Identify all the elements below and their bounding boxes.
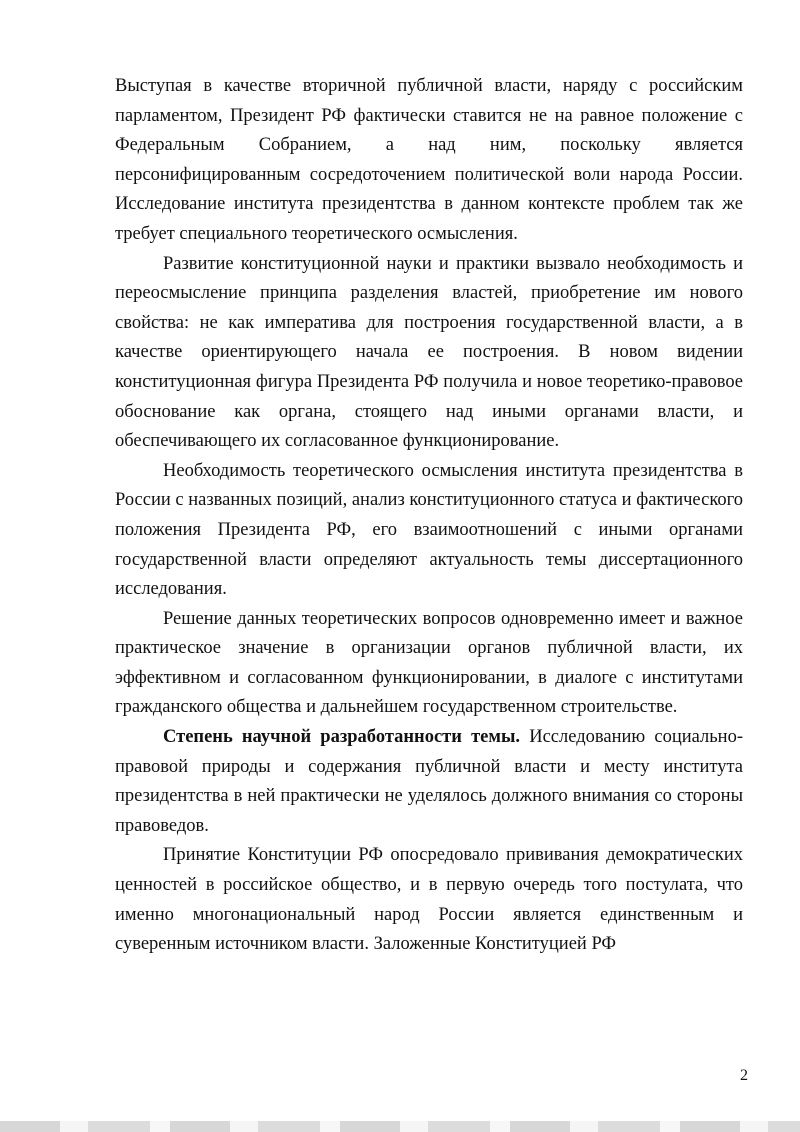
- body-text: [115, 72, 743, 960]
- paragraph-6: Принятие Конституции РФ опосредовало прививания демократических ценностей в российское общество, и в первую очередь того постулата, что именно многонациональный народ России является единственным и суверенным источником власти. Заложенные Конституцией РФ: [115, 845, 743, 955]
- paragraph-4: Решение данных теоретических вопросов одновременно имеет и важное практическое значение в организации органов публичной власти, их эффективном и согласованном функционировании, в диалоге с институтами гражданского общества и дальнейшем государственном строительстве.: [115, 608, 743, 718]
- section-heading-inline: Степень научной разработанности темы.: [163, 727, 521, 748]
- paragraph-5-text: Исследованию социально-правовой природы и содержания публичной власти и месту института президентства в ней практически не уделялось должного внимания со стороны правоведов.: [115, 727, 743, 836]
- paragraph-5: [115, 723, 743, 841]
- paragraph-1: Выступая в качестве вторичной публичной власти, наряду с российским парламентом, Президент РФ фактически ставится не на равное положение с Федеральным Собранием, а над ним, поскольку является персонифицированным сосредоточением политической воли народа России. Исследование института президентства в данном контексте проблем так же требует специального теоретического осмысления.: [115, 76, 743, 244]
- scan-edge: [0, 1121, 800, 1132]
- page-number: 2: [740, 1067, 748, 1084]
- paragraph-3: Необходимость теоретического осмысления института президентства в России с названных позиций, анализ конституционного статуса и фактического положения Президента РФ, его взаимоотношений с иными органами государственной власти определяют актуальность темы диссертационного исследования.: [115, 460, 743, 600]
- paragraph-2: Развитие конституционной науки и практики вызвало необходимость и переосмысление принципа разделения властей, приобретение им нового свойства: не как императива для построения государственной власти, а в качестве ориентирующего начала ее построения. В новом видении конституционная фигура Президента РФ получила и новое теоретико-правовое обоснование как органа, стоящего над иными органами власти, и обеспечивающего их согласованное функционирование.: [115, 253, 743, 452]
